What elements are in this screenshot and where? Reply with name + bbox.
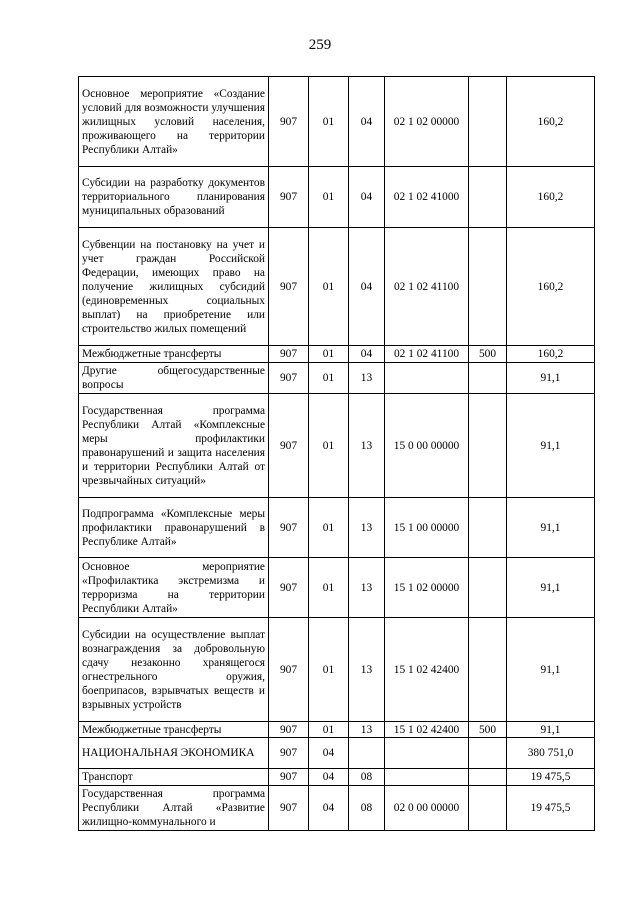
row-name: Подпрограмма «Комплексные меры профилактики правонарушений в Республике Алтай» [79,498,269,558]
row-section: 01 [309,363,349,394]
row-subsection: 13 [349,498,385,558]
row-grbs: 907 [269,363,309,394]
row-target-article [385,769,469,786]
row-subsection: 04 [349,346,385,363]
row-section: 01 [309,394,349,498]
row-target-article: 15 1 02 00000 [385,558,469,618]
row-target-article [385,363,469,394]
row-amount: 160,2 [507,167,595,228]
row-subsection: 08 [349,786,385,831]
page-number: 259 [308,37,332,53]
row-amount: 91,1 [507,618,595,722]
row-amount: 91,1 [507,722,595,738]
row-target-article: 02 0 00 00000 [385,786,469,831]
table-row [79,738,595,769]
row-subsection: 13 [349,722,385,738]
row-name: Субвенции на постановку на учет и учет граждан Российской Федерации, имеющих право на получение жилищных субсидий (единовременных социальных выплат) на приобретение или строительство жилых помещений [79,228,269,346]
row-grbs: 907 [269,722,309,738]
row-target-article: 02 1 02 41100 [385,346,469,363]
row-subsection: 08 [349,769,385,786]
row-subsection: 13 [349,618,385,722]
row-name: Межбюджетные трансферты [79,346,269,363]
row-name: Государственная программа Республики Алтай «Комплексные меры профилактики правонарушений и защита населения и территории Республики Алтай от чрезвычайных ситуаций» [79,394,269,498]
row-amount: 160,2 [507,228,595,346]
row-subsection: 04 [349,228,385,346]
row-target-article: 15 0 00 00000 [385,394,469,498]
row-subsection: 04 [349,167,385,228]
row-name: Основное мероприятие «Создание условий для возможности улучшения жилищных условий населения, проживающего на территории Республики Алтай» [79,77,269,167]
table-row [79,722,595,738]
row-section: 01 [309,346,349,363]
row-subsection: 13 [349,363,385,394]
row-grbs: 907 [269,618,309,722]
row-amount: 91,1 [507,498,595,558]
row-name: Транспорт [79,769,269,786]
row-amount: 91,1 [507,363,595,394]
row-amount: 380 751,0 [507,738,595,769]
row-section: 01 [309,77,349,167]
table-row [79,558,595,618]
row-name: Другие общегосударственные вопросы [79,363,269,394]
row-target-article: 02 1 02 41100 [385,228,469,346]
row-expense-type [469,363,507,394]
row-expense-type [469,394,507,498]
row-grbs: 907 [269,167,309,228]
row-expense-type [469,786,507,831]
row-grbs: 907 [269,498,309,558]
row-section: 01 [309,722,349,738]
row-name: НАЦИОНАЛЬНАЯ ЭКОНОМИКА [79,738,269,769]
row-grbs: 907 [269,738,309,769]
row-expense-type [469,618,507,722]
table-row [79,769,595,786]
row-name: Государственная программа Республики Алтай «Развитие жилищно-коммунального и [79,786,269,831]
table-row [79,228,595,346]
row-subsection: 13 [349,394,385,498]
row-amount: 91,1 [507,558,595,618]
row-name: Субсидии на осуществление выплат вознаграждения за добровольную сдачу незаконно хранящегося огнестрельного оружия, боеприпасов, взрывчатых веществ и взрывных устройств [79,618,269,722]
row-amount: 91,1 [507,394,595,498]
row-expense-type: 500 [469,722,507,738]
row-amount: 160,2 [507,77,595,167]
row-section: 01 [309,558,349,618]
row-section: 01 [309,498,349,558]
row-name: Основное мероприятие «Профилактика экстремизма и терроризма на территории Республики Алтай» [79,558,269,618]
row-target-article: 15 1 02 42400 [385,618,469,722]
row-expense-type [469,769,507,786]
row-section: 04 [309,769,349,786]
row-grbs: 907 [269,558,309,618]
row-subsection: 04 [349,77,385,167]
row-grbs: 907 [269,77,309,167]
budget-table [78,76,595,831]
row-target-article: 02 1 02 00000 [385,77,469,167]
table-row [79,394,595,498]
table-row [79,786,595,831]
table-row [79,167,595,228]
row-expense-type [469,228,507,346]
row-amount: 19 475,5 [507,769,595,786]
row-expense-type [469,498,507,558]
row-section: 01 [309,167,349,228]
table-row [79,498,595,558]
row-target-article: 02 1 02 41000 [385,167,469,228]
row-target-article: 15 1 02 42400 [385,722,469,738]
row-target-article: 15 1 00 00000 [385,498,469,558]
table-row [79,346,595,363]
table-row [79,77,595,167]
row-expense-type [469,77,507,167]
row-amount: 160,2 [507,346,595,363]
row-name: Межбюджетные трансферты [79,722,269,738]
row-subsection [349,738,385,769]
row-subsection: 13 [349,558,385,618]
row-section: 04 [309,786,349,831]
row-target-article [385,738,469,769]
row-grbs: 907 [269,769,309,786]
row-expense-type [469,167,507,228]
row-grbs: 907 [269,394,309,498]
row-grbs: 907 [269,228,309,346]
table-row [79,618,595,722]
row-expense-type [469,738,507,769]
table-row [79,363,595,394]
row-name: Субсидии на разработку документов территориального планирования муниципальных образований [79,167,269,228]
row-section: 04 [309,738,349,769]
row-grbs: 907 [269,346,309,363]
row-expense-type: 500 [469,346,507,363]
row-expense-type [469,558,507,618]
row-section: 01 [309,618,349,722]
row-section: 01 [309,228,349,346]
row-grbs: 907 [269,786,309,831]
row-amount: 19 475,5 [507,786,595,831]
